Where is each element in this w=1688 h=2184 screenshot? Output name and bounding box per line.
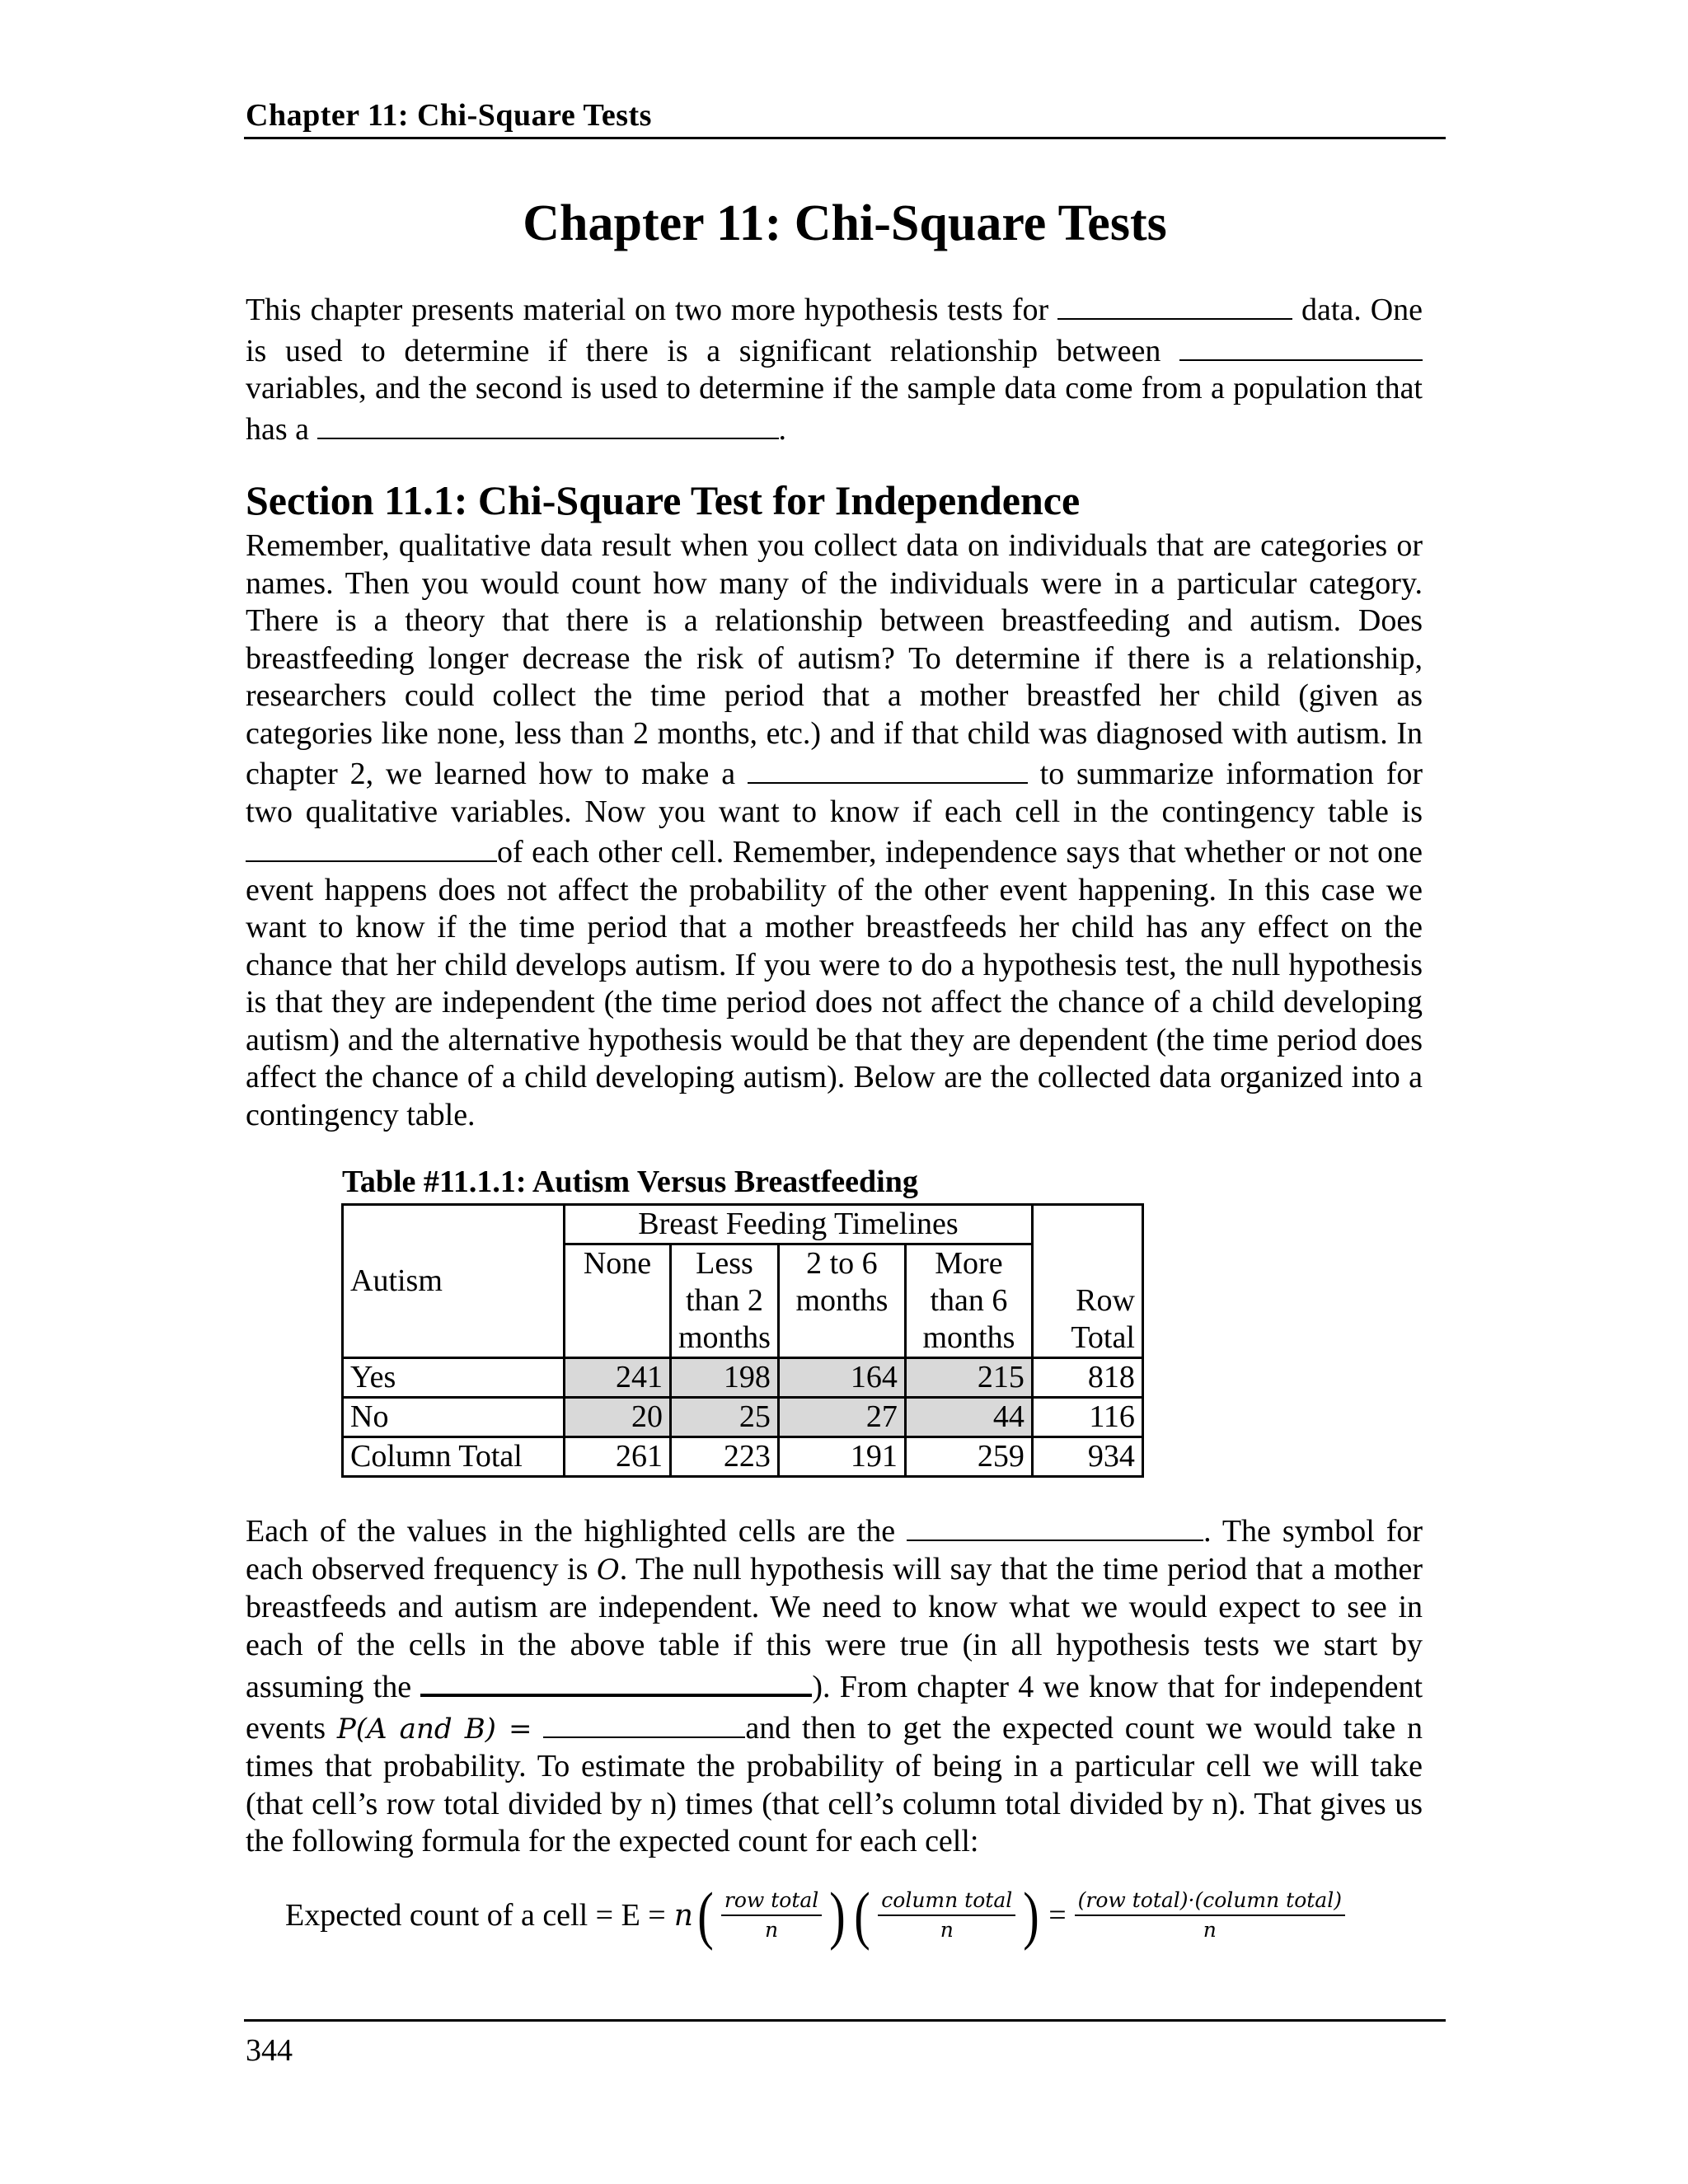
observed-cell: 25 xyxy=(671,1398,779,1437)
fill-in-blank xyxy=(907,1510,1203,1541)
formula-lhs: Expected count of a cell = E = xyxy=(285,1898,666,1933)
intro-text-4: . xyxy=(778,411,787,447)
after-text-2: . The symbol for each observed frequency is xyxy=(246,1514,1423,1586)
row-total-cell: 116 xyxy=(1032,1398,1142,1437)
column-header: More than 6 months xyxy=(905,1244,1032,1358)
table-header-row xyxy=(343,1205,1143,1244)
probability-expression: P(A and B) = xyxy=(336,1712,532,1746)
running-header: Chapter 11: Chi-Square Tests xyxy=(246,98,652,133)
expected-count-formula xyxy=(285,1879,1348,1951)
formula-equals: = xyxy=(1048,1898,1067,1933)
fraction-row-total xyxy=(721,1886,822,1944)
contingency-table xyxy=(341,1203,1144,1478)
row-label: Yes xyxy=(343,1358,565,1398)
fraction-denominator: n xyxy=(765,1918,779,1942)
after-text-5: and then to get the expected count we would take n times that probability. To estimate the probability of being in a particular cell we will take (that cell’s row total divided by n) times (that cell’s column total divided by n). That gives us the following formula for the expected count for each cell: xyxy=(246,1710,1423,1859)
column-header: Less than 2 months xyxy=(671,1244,779,1358)
column-header: None xyxy=(565,1244,671,1358)
fraction-denominator: n xyxy=(940,1918,954,1942)
fill-in-blank xyxy=(748,752,1028,784)
observed-cell: 215 xyxy=(905,1358,1032,1398)
observed-cell: 27 xyxy=(778,1398,905,1437)
header-rule xyxy=(244,137,1446,139)
group-header: Breast Feeding Timelines xyxy=(565,1205,1033,1244)
column-header: 2 to 6 months xyxy=(778,1244,905,1358)
fill-in-blank xyxy=(1179,330,1423,361)
page-number: 344 xyxy=(246,2033,293,2068)
section-text-3: of each other cell. Remember, independence says that whether or not one event happens does not affect the probability of the other event happening. In this case we want to know if the time period that a mother breastfeeds her child has any effect on the chance that her child develops autism. If you were to do a hypothesis test, the null hypothesis is that they are independent (the time period does not affect the chance of a child developing autism) and the alternative hypothesis would be that they are dependent (the time period does affect the chance of a child developing autism). Below are the collected data organized into a contingency table. xyxy=(246,835,1423,1132)
fraction-column-total xyxy=(878,1886,1015,1944)
intro-text-1: This chapter presents material on two more hypothesis tests for xyxy=(246,293,1049,328)
fraction-numerator: row total xyxy=(721,1886,822,1916)
row-total-header: Row Total xyxy=(1032,1205,1142,1358)
column-total-cell: 223 xyxy=(671,1437,779,1477)
close-paren: ) xyxy=(829,1879,846,1951)
after-text-4: ). From chapter 4 we know that for independent events xyxy=(246,1670,1423,1746)
close-paren: ) xyxy=(1023,1879,1039,1951)
intro-text-2: data. One is used to determine if there is a significant relationship between xyxy=(246,293,1423,368)
after-text-3: . The null hypothesis will say that the time period that a mother breastfeeds and autism are independent. We need to know what we would expect to see in each of the cells in the above table if this were true (in all hypothesis tests we start by assuming the xyxy=(246,1551,1423,1705)
after-text-1: Each of the values in the highlighted cells are the xyxy=(246,1514,896,1549)
fraction-denominator: n xyxy=(1203,1918,1217,1942)
footer-rule xyxy=(244,2019,1446,2022)
section-text-1: Remember, qualitative data result when you collect data on individuals that are categories or names. Then you would count how many of the individuals were in a particular category. There is a theory that there is a relationship between breastfeeding and autism. Does breastfeeding longer decrease the risk of autism? To determine if there is a relationship, researchers could collect the time period that a mother breastfed her child (given as categories like none, less than 2 months, etc.) and if that child was diagnosed with autism. In chapter 2, we learned how to make a xyxy=(246,528,1423,792)
section-text-2: to summarize information for two qualitative variables. Now you want to know if each cell in the contingency table is xyxy=(246,757,1423,829)
open-paren: ( xyxy=(854,1879,871,1951)
fraction-product xyxy=(1075,1886,1345,1944)
row-label: Column Total xyxy=(343,1437,565,1477)
fill-in-blank xyxy=(1057,288,1292,320)
fraction-numerator: column total xyxy=(878,1886,1015,1916)
section-heading: Section 11.1: Chi-Square Test for Independence xyxy=(246,477,1081,523)
fraction-numerator: (row total)·(column total) xyxy=(1075,1886,1345,1916)
row-total-cell: 818 xyxy=(1032,1358,1142,1398)
column-total-cell: 259 xyxy=(905,1437,1032,1477)
table-row xyxy=(343,1358,1143,1398)
column-total-cell: 191 xyxy=(778,1437,905,1477)
table-row xyxy=(343,1398,1143,1437)
section-paragraph xyxy=(246,527,1423,1134)
expected-count-paragraph xyxy=(246,1510,1423,1861)
formula-n: n xyxy=(673,1898,693,1933)
observed-cell: 198 xyxy=(671,1358,779,1398)
fill-in-blank xyxy=(543,1707,745,1738)
intro-text-3: variables, and the second is used to determine if the sample data come from a population that has a xyxy=(246,371,1423,447)
observed-cell: 164 xyxy=(778,1358,905,1398)
chapter-title: Chapter 11: Chi-Square Tests xyxy=(523,195,1167,251)
column-total-row xyxy=(343,1437,1143,1477)
row-header-autism: Autism xyxy=(343,1205,565,1358)
grand-total-cell: 934 xyxy=(1032,1437,1142,1477)
intro-paragraph xyxy=(246,288,1423,448)
fill-in-blank xyxy=(317,408,779,439)
observed-cell: 44 xyxy=(905,1398,1032,1437)
observed-cell: 241 xyxy=(565,1358,671,1398)
fill-in-blank xyxy=(246,831,497,862)
open-paren: ( xyxy=(697,1879,714,1951)
fill-in-blank xyxy=(420,1664,812,1697)
observed-symbol: O xyxy=(596,1553,620,1586)
column-total-cell: 261 xyxy=(565,1437,671,1477)
observed-cell: 20 xyxy=(565,1398,671,1437)
row-label: No xyxy=(343,1398,565,1437)
table-caption: Table #11.1.1: Autism Versus Breastfeeding xyxy=(342,1165,918,1199)
